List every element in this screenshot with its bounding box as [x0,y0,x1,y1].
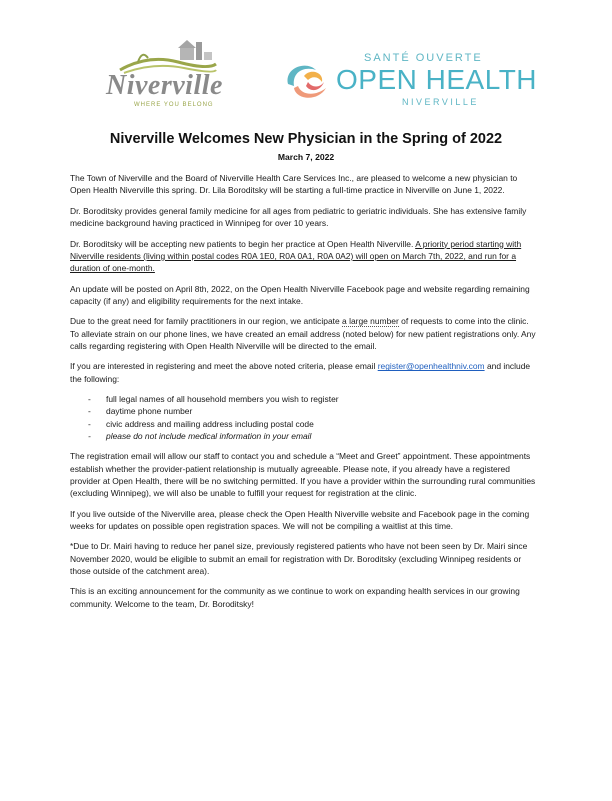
open-health-location: NIVERVILLE [402,97,479,107]
registration-instructions-text: If you are interested in registering and meet the above noted criteria, please email [70,361,378,372]
paragraph-demand-end: of requests to come into the clinic. To alleviate strain on our phone lines, we have created an email address (noted below) for new patient registrations only. Any calls regarding registering with Open Health Niverville will be directed to the email. [70,316,536,351]
open-health-logo [282,52,538,112]
paragraph-outside-area: If you live outside of the Niverville area, please check the Open Health Niverville website and Facebook page in the coming weeks for updates on possible open registration spaces. We will not be compiling a waitlist at this time. [70,508,530,531]
open-health-wordmark: OPEN HEALTH [336,64,538,95]
article-body [70,172,538,618]
list-item: - daytime phone number [70,405,538,417]
open-health-emblem-icon [282,58,334,104]
paragraph-registration-instructions [70,360,538,384]
paragraph-accepting-patients [70,238,538,275]
registration-requirements-list [70,393,538,442]
paragraph-background: Dr. Boroditsky provides general family medicine for all ages from pediatric to geriatric individuals. She has extensive family medicine background having practiced in Winnipeg for over 10 years. [70,205,527,228]
large-number-phrase: a large number [342,316,399,327]
paragraph-demand [70,315,538,352]
list-item: - please do not include medical information in your email [70,430,538,442]
priority-period-notice: A priority period starting with Niverville residents (living within postal codes R0A 1E0, R0A 0A1, R0A 0A2) will open on March 7th, 2022, and run for a duration of one-month. [70,238,522,273]
paragraph-dr-mairi-note: *Due to Dr. Mairi having to reduce her panel size, previously registered patients who have not been seen by Dr. Mairi since November 2020, would be eligible to submit an email for registration with Dr. Boroditsky (excluding Winnipeg residents or those outside of the catchment area). [70,541,528,576]
article-title: Niverville Welcomes New Physician in the Spring of 2022 [109,131,503,147]
registration-email-link[interactable]: register@openhealthniv.com [377,361,485,372]
paragraph-demand-start: Due to the great need for family practitioners in our region, we anticipate [70,316,343,327]
article-date: March 7, 2022 [277,152,335,162]
niverville-tagline: WHERE YOU BELONG [134,102,214,108]
paragraph-intro: The Town of Niverville and the Board of Niverville Health Care Services Inc., are pleased to welcome a new physician to Open Health Niverville this spring. Dr. Lila Boroditsky will be starting a full-time practice in Niverville on June 1, 2022. [70,173,518,196]
registration-instructions-end: and include the following: [70,361,531,384]
paragraph-update: An update will be posted on April 8th, 2022, on the Open Health Niverville Facebook page and website regarding remaining capacity (if any) and eligibility requirements for the next intake. [70,283,530,306]
niverville-wordmark: Niverville [106,70,223,101]
paragraph-meet-and-greet: The registration email will allow our staff to contact you and schedule a “Meet and Greet” appointment. These appointments establish whether the provider-patient relationship is mutually agreeable. Please note, if you already have a registered provider at Open Health, there will be no switching permitted. If you have a provider within the surrounding rural communities (excluding Winnipeg), we will also be unable to fulfill your request for registration at the clinic. [70,451,536,498]
paragraph-closing: This is an exciting announcement for the community as we continue to work on expanding health services in our growing community. Welcome to the team, Dr. Boroditsky! [70,586,520,609]
paragraph-accepting-text: Dr. Boroditsky will be accepting new patients to begin her practice at Open Health Niverville. [70,238,416,249]
open-health-french-name: SANTÉ OUVERTE [364,52,483,64]
niverville-logo [100,40,240,112]
niverville-landscape-icon [118,40,218,74]
list-item: - full legal names of all household members you wish to register [70,393,538,405]
list-item: - civic address and mailing address including postal code [70,418,538,430]
